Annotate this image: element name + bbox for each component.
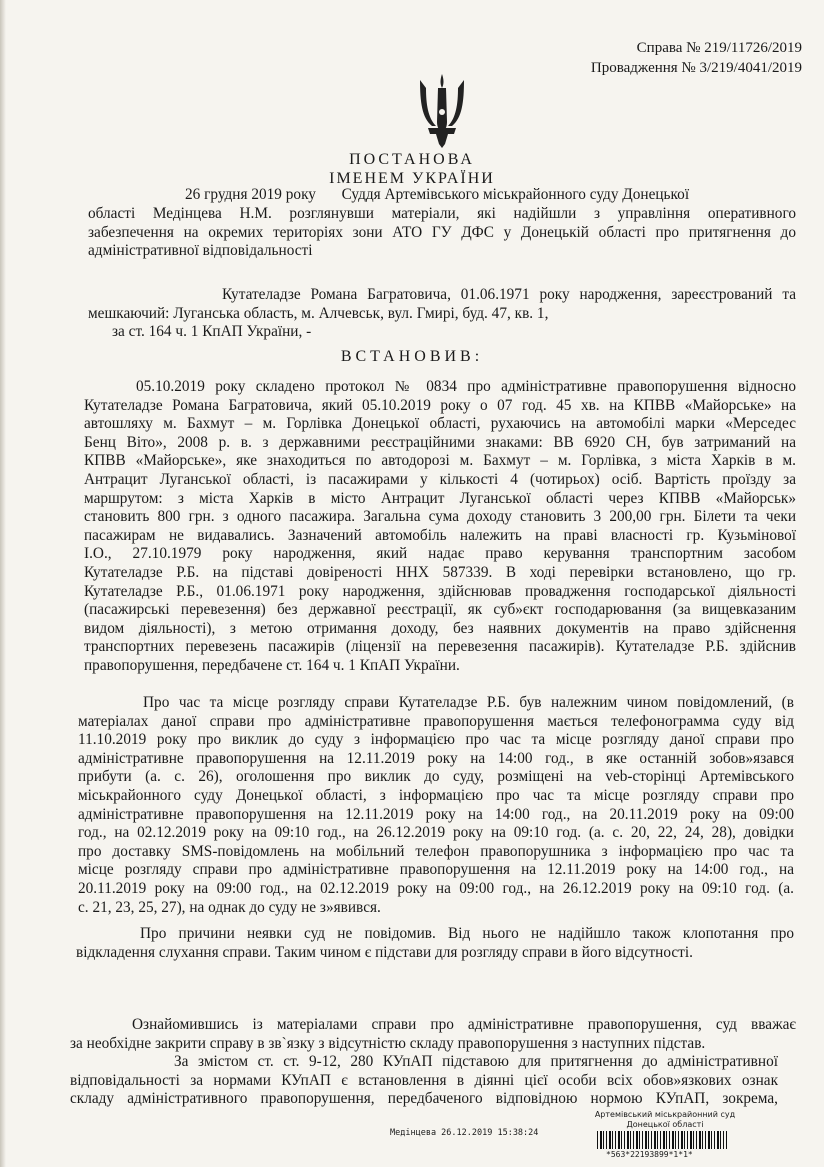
text-line: становить 800 грн. з одного пасажира. Загальна сума доходу становить 3 200,00 грн. Білети та чеки [84, 508, 796, 526]
text-line: прибути (а. с. 26), оголошення про виклик до суду, розміщені на veb-сторінці Артемівського [78, 768, 794, 786]
text-line: І.О., 27.10.1979 року народження, який надає право керування транспортним засобом [84, 545, 796, 563]
person-line-3 [112, 323, 712, 342]
text-line: адміністративне правопорушення на 12.11.2019 року на 14:00 год., на 20.11.2019 року на 09:00 [78, 805, 794, 823]
signature-timestamp: Медінцева 26.12.2019 15:38:24 [390, 1128, 539, 1138]
trident-icon [414, 72, 470, 148]
text-line: пасажирам не видавались. Зазначений автомобіль належить на праві власності гр. Кузьмінової [84, 526, 796, 544]
court-stamp-small [590, 1110, 740, 1130]
text-line: Кутателадзе Р.Б. на підставі довіреності ННХ 587339. В ході перевірки встановлено, що гр. [84, 563, 796, 581]
text-line: адміністративної відповідальності [88, 242, 313, 259]
text-line: мешкаючий: Луганська область, м. Алчевськ, вул. Гмирі, буд. 47, кв. 1, [88, 305, 549, 322]
text-line: правопорушення, передбачене ст. 164 ч. 1 КпАП України. [84, 656, 460, 674]
text-line: забезпечення на окремих територіях зони АТО ГУ ДФС у Донецькій області про притягнення до [88, 223, 796, 241]
person-line-1 [222, 286, 796, 305]
paragraph-1 [84, 378, 796, 676]
barcode-number: *563*22193899*1*1* [606, 1150, 693, 1159]
text-line: автошляху м. Бахмут – м. Горлівка Донецької області, рухаючись на автомобілі марки «Мерседес [84, 415, 796, 433]
text-line: відкладення слухання справи. Таким чином є підстави для розгляду справи в його відсутності. [76, 943, 693, 961]
title-line-2: ІМЕНЕМ УКРАЇНИ [329, 170, 495, 187]
paragraph-5 [70, 1053, 778, 1109]
text-line: Ознайомившись із матеріалами справи про адміністративне правопорушення, суд вважає [132, 1016, 796, 1033]
paragraph-3 [76, 925, 794, 962]
text-line: Кутателадзе Романа Багратовича, 01.06.1971 року народження, зареєстрований та [222, 286, 796, 303]
court-stamp-line-2: Донецької області [626, 1120, 704, 1129]
barcode-icon [597, 1131, 727, 1149]
intro-first-line [185, 186, 795, 205]
text-line: матеріалах даної справи про адміністративне правопорушення мається телефонограмма суду від [78, 712, 794, 730]
text-line: про доставку SMS-повідомлень на мобільний телефон правопорушника з інформацією про час та [78, 842, 794, 860]
text-line: області Медінцева Н.М. розглянувши матеріали, які надійшли з управління оперативного [88, 205, 796, 222]
text-line: відповідальності за нормами КУпАП є встановлення в діянні цієї особи всіх обов»язкових ознак [70, 1071, 778, 1089]
text-line: місце розгляду справи про адміністративне правопорушення на 12.11.2019 року на 14:00 год., на [78, 861, 794, 879]
text-line: складу адміністративного правопорушення, передбаченого відповідною нормою КУпАП, зокрема, [70, 1090, 778, 1108]
established-heading: ВСТАНОВИВ: [340, 348, 484, 365]
text-line: Про причини неявки суд не повідомив. Від нього не надійшло також клопотання про [140, 925, 794, 942]
text-line: Про час та місце розгляду справи Кутателадзе Р.Б. був належним чином повідомлений, (в [143, 694, 794, 711]
text-line: видом діяльності), з метою отримання доходу, без наявних документів на право здійснення [84, 619, 796, 637]
text-line: за ст. 164 ч. 1 КпАП України, - [112, 323, 312, 340]
proceeding-number: Провадження № 3/219/4041/2019 [590, 60, 802, 76]
case-number: Справа № 219/11726/2019 [636, 40, 802, 56]
decree-title [0, 150, 824, 188]
text-line: Кутателадзе Р.Б., 01.06.1971 року народження, здійснював провадження господарської діяльності [84, 582, 796, 600]
text-line: Антрацит Луганської області, із пасажирами у кількості 4 (чотирьох) осіб. Вартість проїзду за [84, 470, 796, 488]
intro-line1-rest: Суддя Артемівського міськрайонного суду Донецької [341, 186, 690, 203]
text-line: за необхідне закрити справу в зв`язку з відсутністю складу правопорушення з наступних підстав. [70, 1034, 706, 1052]
text-line: 05.10.2019 року складено протокол № 0834 про адміністративне правопорушення відносно [136, 378, 796, 395]
text-line: транспортних перевезень пасажирів (ліцензії на перевезення пасажирів). Кутателадзе Р.Б. здійснив [84, 638, 796, 656]
title-line-1: ПОСТАНОВА [349, 151, 475, 168]
text-line: міськрайонного суду Донецької області, з інформацією про час та місце розгляду справи про [78, 786, 794, 804]
decision-date: 26 грудня 2019 року [185, 186, 316, 203]
intro-paragraph [88, 205, 796, 242]
text-line: Бенц Віто», 2008 р. в. з державними реєстраційними знаками: ВВ 6920 СН, був затриманий на [84, 433, 796, 451]
paragraph-4 [70, 1016, 796, 1053]
text-line: КПВВ «Майорське», яке знаходиться по автодорозі м. Бахмут – м. Горлівка, з міста Харків в м. [84, 452, 796, 470]
text-line: адміністративне правопорушення на 12.11.2019 року на 14:00 год., в яке останній зобов»язався [78, 749, 794, 767]
text-line: 20.11.2019 року на 09:00 год., на 02.12.2019 року на 09:00 год., на 26.12.2019 року на 09:10 год. (а. [78, 879, 794, 897]
paragraph-2 [78, 694, 794, 917]
text-line: Кутателадзе Романа Багратовича, який 05.10.2019 року о 07 год. 45 хв. на КПВВ «Майорське» на [84, 396, 796, 414]
text-line: маршрутом: з міста Харків в місто Антрацит Луганської області через КПВВ «Майорськ» [84, 489, 796, 507]
text-line: За змістом ст. ст. 9-12, 280 КУпАП підставою для притягнення до адміністративної [174, 1053, 778, 1070]
text-line: с. 21, 23, 25, 27), на однак до суду не з»явився. [78, 898, 381, 916]
text-line: (пасажирські перевезення) без державної реєстрації, як суб»єкт господарювання (за вищевказаним [84, 601, 796, 619]
text-line: 11.10.2019 року про виклик до суду з інформацією про час та місце розгляду даної справи про [78, 731, 794, 749]
court-stamp-line-1: Артемівський міськрайонний суд [594, 1110, 736, 1119]
person-line-2 [88, 305, 796, 324]
text-line: год., на 02.12.2019 року на 09:10 год., на 26.12.2019 року на 09:10 год. (а. с. 20, 22, 24, 28), довідки [78, 824, 794, 842]
intro-last-line [88, 242, 796, 261]
case-reference [591, 38, 802, 78]
